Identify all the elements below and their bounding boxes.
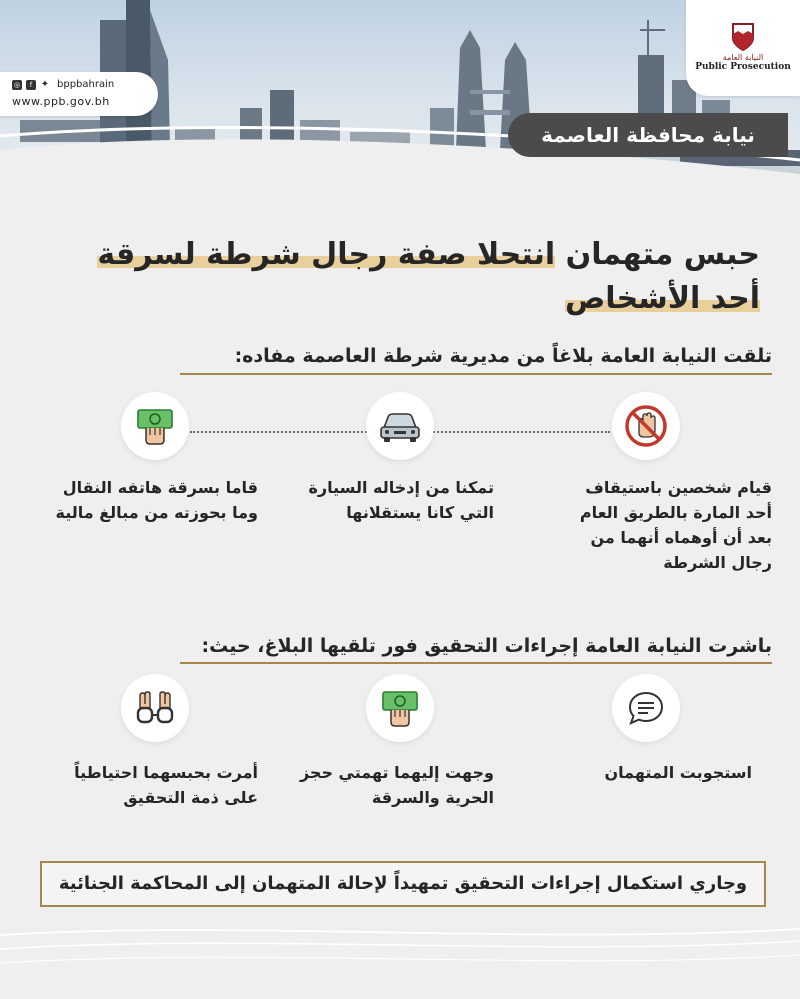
step-line: رجال الشرطة xyxy=(663,553,772,572)
speech-bubble-icon xyxy=(625,687,667,729)
title-highlight-text: انتحلا صفة رجال شرطة لسرقة xyxy=(97,237,556,272)
decorative-wave-lines xyxy=(0,915,800,999)
step-line: الحرية والسرقة xyxy=(371,788,494,807)
section1-step-3-text xyxy=(56,475,258,525)
section1-underline xyxy=(180,373,772,375)
step-line: أحد المارة بالطريق العام xyxy=(579,503,772,522)
step-icon-circle xyxy=(612,392,680,460)
step-line: التي كانا يستقلانها xyxy=(346,503,494,522)
handcuffs-icon xyxy=(132,686,178,730)
section1-heading: تلقت النيابة العامة بلاغاً من مديرية شرطة العاصمة مفاده: xyxy=(234,345,772,367)
step-icon-circle xyxy=(121,392,189,460)
step-line: قاما بسرقة هاتفه النقال xyxy=(62,478,258,497)
instagram-icon[interactable]: ◎ xyxy=(13,80,21,89)
facebook-icon[interactable]: f xyxy=(26,80,36,90)
section2-underline xyxy=(180,662,772,664)
step-line: على ذمة التحقيق xyxy=(123,788,258,807)
logo-arabic-text: النيابة العامة xyxy=(722,53,764,62)
car-icon xyxy=(376,406,424,446)
section2-heading: باشرت النيابة العامة إجراءات التحقيق فور تلقيها البلاغ، حيث: xyxy=(201,635,772,657)
emblem-icon xyxy=(730,22,756,52)
step-line: بعد أن أوهماه أنهما من xyxy=(590,528,772,547)
website-link[interactable]: www.ppb.gov.bh xyxy=(12,95,110,108)
section1-step-1-text xyxy=(580,475,772,575)
logo-english-text: Public Prosecution xyxy=(695,62,791,72)
section2-step-3-text xyxy=(74,760,258,810)
step-icon-circle xyxy=(366,392,434,460)
title-highlight-text-2: أحد الأشخاص xyxy=(564,281,760,316)
step-line: تمكنا من إدخاله السيارة xyxy=(308,478,494,497)
step-line: أمرت بحبسهما احتياطياً xyxy=(74,763,258,782)
section1-step-2-text xyxy=(308,475,494,525)
title-plain-text: حبس متهمان xyxy=(555,237,760,272)
step-line: قيام شخصين باستيقاف xyxy=(585,478,772,497)
stop-hand-icon xyxy=(624,404,668,448)
step-icon-circle xyxy=(366,674,434,742)
step-line: وجهت إليهما تهمتي حجز xyxy=(299,763,494,782)
social-links-card xyxy=(0,72,158,116)
money-hand-icon xyxy=(377,686,423,730)
twitter-icon[interactable]: ✦ xyxy=(40,78,50,90)
step-icon-circle xyxy=(121,674,189,742)
social-row xyxy=(12,76,158,93)
social-handle[interactable]: bppbahrain xyxy=(57,79,115,90)
page-title-line-1 xyxy=(97,235,760,275)
section2-step-1-text xyxy=(604,760,752,785)
page-title-line-2 xyxy=(565,279,760,319)
step-line: وما بحوزته من مبالغ مالية xyxy=(55,503,258,522)
money-hand-icon xyxy=(132,404,178,448)
step-line: استجوبت المتهمان xyxy=(604,763,752,782)
footer-note: وجاري استكمال إجراءات التحقيق تمهيداً لإحالة المتهمان إلى المحاكمة الجنائية xyxy=(40,861,766,907)
step-icon-circle xyxy=(612,674,680,742)
region-badge: نيابة محافظة العاصمة xyxy=(508,113,788,157)
section2-step-2-text xyxy=(300,760,494,810)
public-prosecution-logo xyxy=(686,0,800,96)
